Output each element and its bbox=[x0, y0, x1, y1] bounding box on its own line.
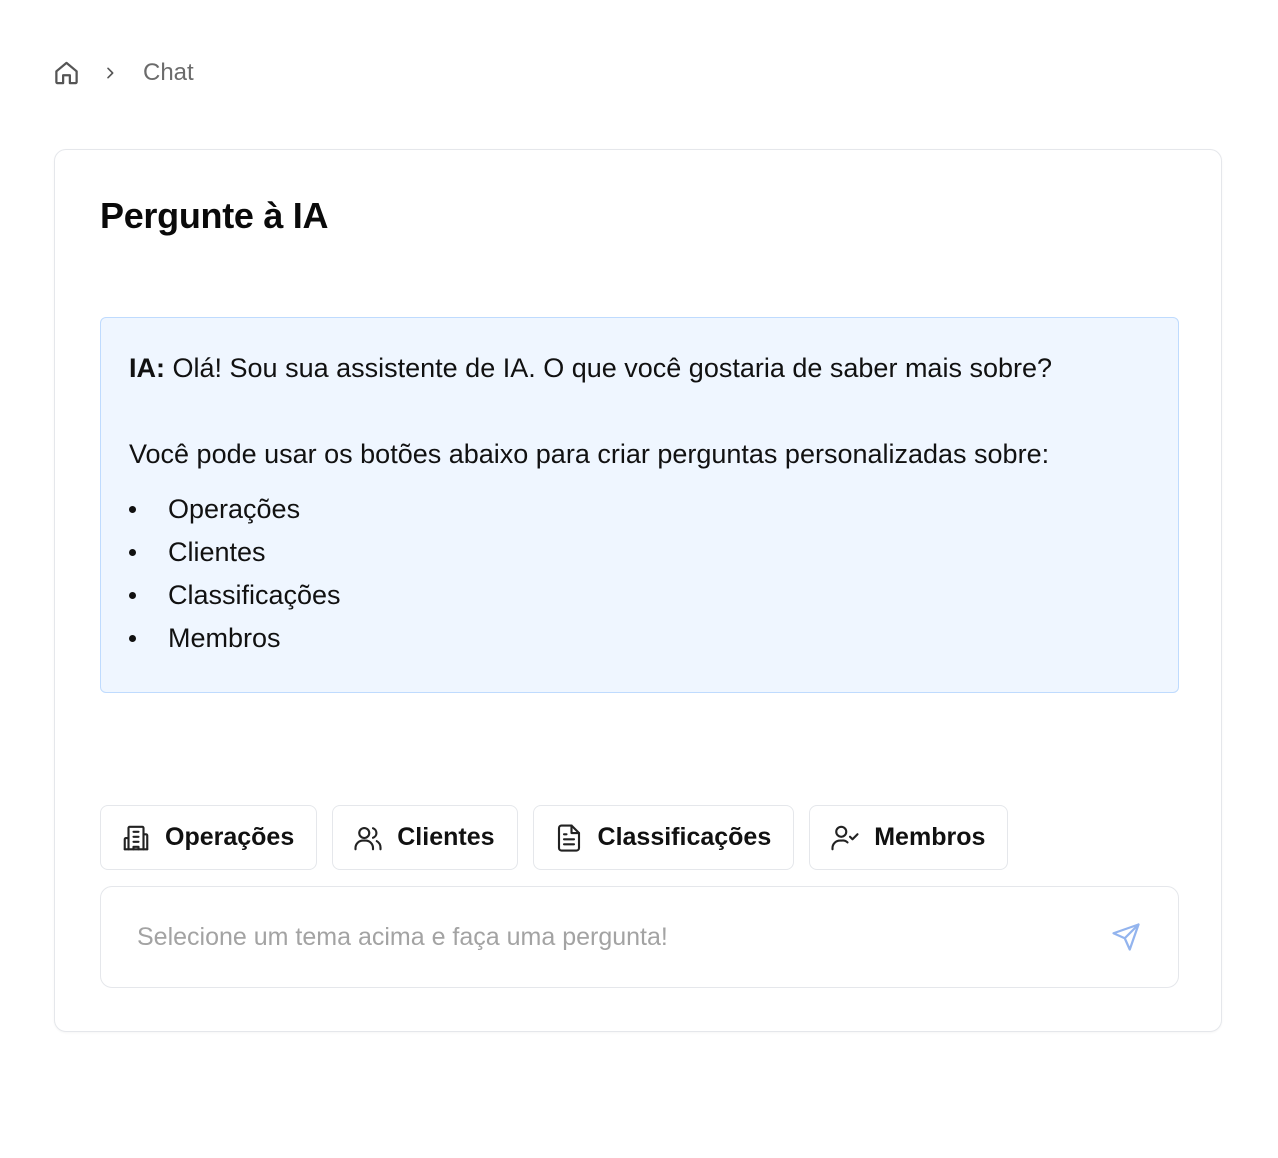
message-greeting: Olá! Sou sua assistente de IA. O que você gostaria de saber mais sobre? bbox=[172, 353, 1053, 383]
classificacoes-button-label: Classificações bbox=[597, 823, 772, 851]
ai-message bbox=[100, 317, 1179, 693]
list-item: Classificações bbox=[129, 574, 1150, 617]
home-icon[interactable] bbox=[53, 58, 80, 88]
topic-list bbox=[129, 488, 1150, 660]
list-item: Membros bbox=[129, 617, 1150, 660]
membros-button[interactable] bbox=[809, 805, 1008, 870]
message-greeting-line bbox=[129, 348, 1150, 388]
breadcrumb bbox=[53, 56, 194, 90]
topic-buttons bbox=[100, 805, 1008, 870]
page-title: Pergunte à IA bbox=[100, 195, 329, 236]
operacoes-button[interactable] bbox=[100, 805, 317, 870]
users-icon bbox=[353, 823, 383, 853]
membros-button-label: Membros bbox=[874, 823, 986, 851]
question-input-box bbox=[100, 886, 1179, 988]
operacoes-button-label: Operações bbox=[165, 823, 295, 851]
message-intro: Você pode usar os botões abaixo para criar perguntas personalizadas sobre: bbox=[129, 439, 1050, 469]
list-item: Operações bbox=[129, 488, 1150, 531]
clientes-button-label: Clientes bbox=[397, 823, 495, 851]
chevron-right-icon bbox=[102, 65, 118, 81]
list-item: Clientes bbox=[129, 531, 1150, 574]
file-text-icon bbox=[554, 823, 584, 853]
user-check-icon bbox=[830, 823, 860, 853]
send-icon[interactable] bbox=[1110, 921, 1142, 953]
question-input[interactable] bbox=[137, 913, 1097, 961]
message-sender: IA: bbox=[129, 353, 165, 383]
breadcrumb-current: Chat bbox=[143, 59, 194, 86]
classificacoes-button[interactable] bbox=[533, 805, 795, 870]
building-icon bbox=[121, 823, 151, 853]
chat-card bbox=[54, 149, 1222, 1032]
clientes-button[interactable] bbox=[332, 805, 517, 870]
